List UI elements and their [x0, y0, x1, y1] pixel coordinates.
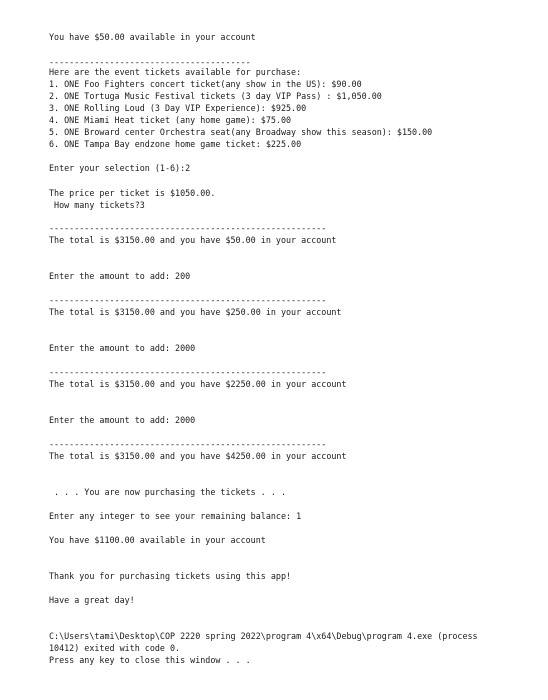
menu-header: Here are the event tickets available for purchase:: [49, 67, 302, 77]
total-line-2: The total is $3150.00 and you have $250.00 in your account: [49, 307, 342, 317]
add-amount-prompt-2: Enter the amount to add: 2000: [49, 343, 196, 353]
great-day-message: Have a great day!: [49, 595, 135, 605]
menu-option-4: 4. ONE Miami Heat ticket (any home game): $75.00: [49, 115, 292, 125]
quantity-prompt: How many tickets?3: [49, 200, 145, 210]
exit-path-line: C:\Users\tami\Desktop\COP 2220 spring 2022\program 4\x64\Debug\program 4.exe (process: [49, 631, 478, 641]
balance-end-line: You have $1100.00 available in your account: [49, 535, 266, 545]
integer-prompt: Enter any integer to see your remaining balance: 1: [49, 511, 302, 521]
total-separator-2: -------------------------------------------------------: [49, 295, 327, 305]
balance-start-line: You have $50.00 available in your account: [49, 32, 256, 42]
add-amount-prompt-1: Enter the amount to add: 200: [49, 271, 191, 281]
menu-option-6: 6. ONE Tampa Bay endzone home game ticket: $225.00: [49, 139, 302, 149]
total-separator-3: -------------------------------------------------------: [49, 367, 327, 377]
total-line-1: The total is $3150.00 and you have $50.00 in your account: [49, 235, 337, 245]
total-separator-4: -------------------------------------------------------: [49, 439, 327, 449]
total-line-3: The total is $3150.00 and you have $2250.00 in your account: [49, 379, 347, 389]
selection-prompt: Enter your selection (1-6):2: [49, 163, 191, 173]
menu-option-1: 1. ONE Foo Fighters concert ticket(any show in the US): $90.00: [49, 79, 362, 89]
thank-you-message: Thank you for purchasing tickets using this app!: [49, 571, 292, 581]
purchasing-message: . . . You are now purchasing the tickets . . .: [49, 487, 286, 497]
close-window-prompt: Press any key to close this window . . .: [49, 655, 251, 665]
add-amount-prompt-3: Enter the amount to add: 2000: [49, 415, 196, 425]
total-separator-1: -------------------------------------------------------: [49, 223, 327, 233]
price-per-ticket-line: The price per ticket is $1050.00.: [49, 188, 216, 198]
total-line-4: The total is $3150.00 and you have $4250.00 in your account: [49, 451, 347, 461]
menu-option-3: 3. ONE Rolling Loud (3 Day VIP Experience): $925.00: [49, 103, 307, 113]
menu-separator: ----------------------------------------: [49, 57, 251, 67]
menu-option-2: 2. ONE Tortuga Music Festival tickets (3 day VIP Pass) : $1,050.00: [49, 91, 382, 101]
exit-code-line: 10412) exited with code 0.: [49, 643, 181, 653]
menu-option-5: 5. ONE Broward center Orchestra seat(any Broadway show this season): $150.00: [49, 127, 433, 137]
